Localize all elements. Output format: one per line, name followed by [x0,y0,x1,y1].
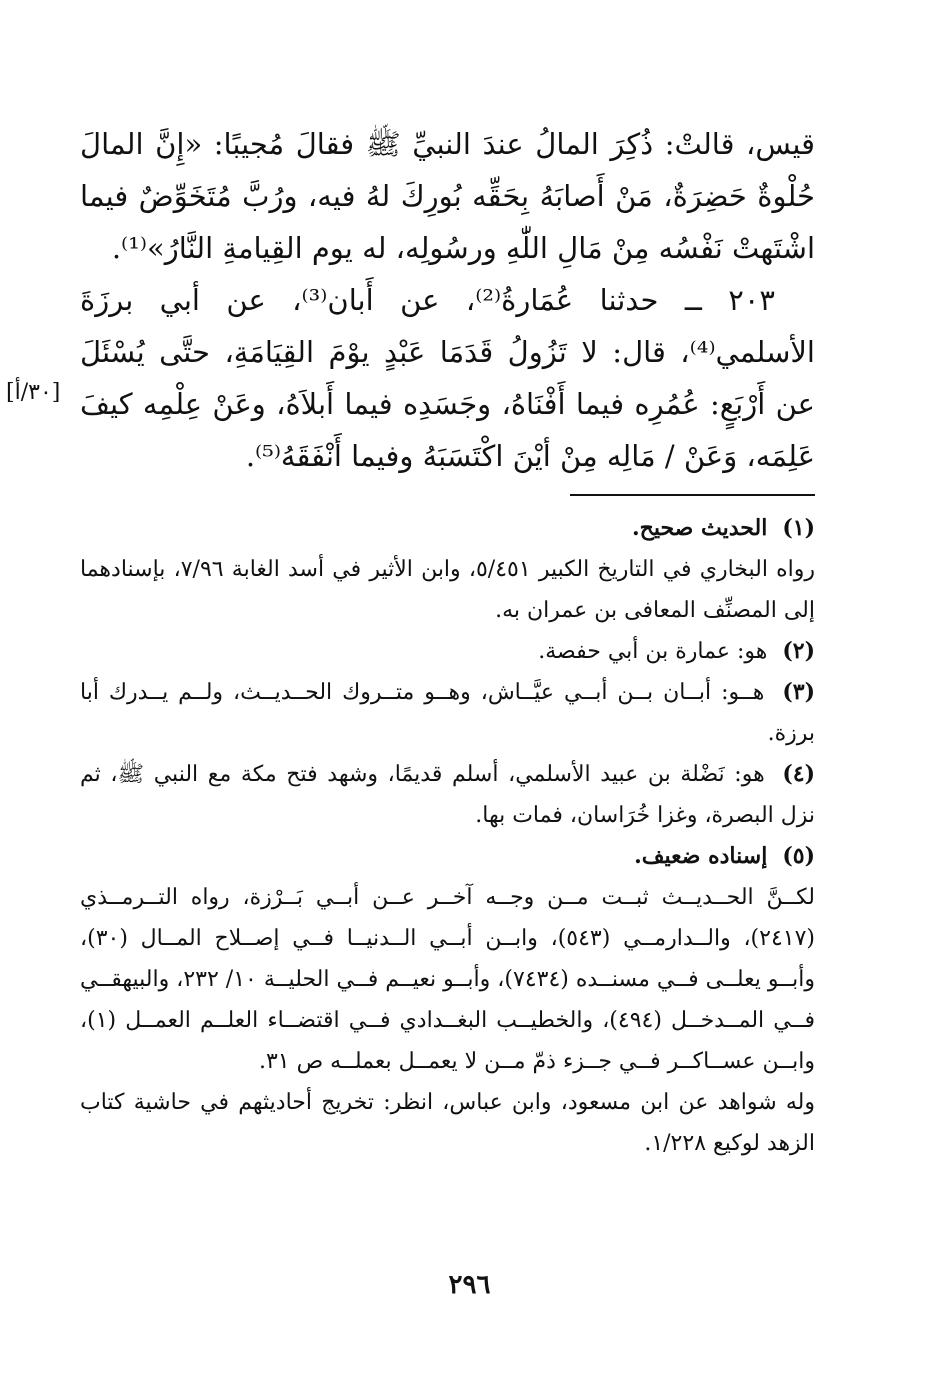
footnote-5-body-2: وله شواهد عن ابن مسعود، وابن عباس، انظر: تخريج أحاديثهم في حاشية كتاب الزهد لوكيع ١/٢٢٨. [80,1090,815,1156]
footnote-text: هو: نَضْلة بن عبيد الأسلمي، أسلم قديمًا، وشهد فتح مكة مع النبي ﷺ، ثم نزل البصرة، وغزا خُرَاسان، فمات بها. [80,762,815,828]
footnote-number: (٣) [782,679,815,705]
hadith-paragraph-continuation: قيس، قالتْ: ذُكِرَ المالُ عندَ النبيِّ ﷺ فقالَ مُجيبًا: «إِنَّ المالَ حُلْوةٌ حَضِرَةٌ، مَنْ أَصابَهُ بِحَقِّه بُورِكَ لهُ فيه، ورُبَّ مُتَخَوِّضٌ فيما اشْتَهتْ نَفْسُه مِنْ مَالِ اللّٰهِ ورسُولِه، له يوم القِيامةِ النَّارُ»⁽¹⁾. [80,127,815,265]
main-text [80,118,815,482]
footnote-separator [570,494,815,496]
page-number: ٢٩٦ [448,1270,491,1300]
footnote-3 [80,672,815,754]
footnote-number: (٥) [782,843,815,869]
footnote-number: (٢) [782,638,815,664]
footnote-text: هــو: أبــان بــن أبــي عيَّــاش، وهــو متــروك الحــديــث، ولــم يــدرك أبا برزة. [80,680,815,746]
footnote-1-body: رواه البخاري في التاريخ الكبير ٥/٤٥١، وابن الأثير في أسد الغابة ٧/٩٦، بإسنادهما إلى المصنِّف المعافى بن عمران به. [80,557,816,623]
footnote-text: هو: عمارة بن أبي حفصة. [538,639,768,664]
hadith-paragraph-203: ٢٠٣ ــ حدثنا عُمَارةُ⁽²⁾، عن أَبان⁽³⁾، عن أبي برزَةَ الأسلمي⁽⁴⁾، قال: لا تَزُولُ قَدَمَا عَبْدٍ يوْمَ القِيَامَةِ، حتَّى يُسْئَلَ عن أَرْبَعٍ: عُمُرِه فيما أَفْنَاهُ، وجَسَدِه فيما أَبلاَهُ، وعَنْ عِلْمِه كيفَ عَلِمَه، وَعَنْ / مَالِه مِنْ أيْنَ اكْتَسَبَهُ وفيما أَنْفَقَهُ⁽⁵⁾. [80,283,815,473]
footnote-number: (٤) [782,761,815,787]
footnote-5 [80,836,815,877]
footnote-heading: الحديث صحيح. [631,515,768,541]
footnotes [80,508,815,1164]
manuscript-folio-reference: [٣٠/أ] [6,380,61,405]
footnote-2 [80,631,815,672]
footnote-heading: إسناده ضعيف. [634,843,768,869]
footnote-4 [80,754,815,836]
footnote-1 [80,508,815,549]
footnote-number: (١) [782,515,815,541]
footnote-5-body: لكــنَّ الحــديــث ثبــت مــن وجــه آخــر عــن أبــي بَــرْزة، رواه التــرمــذي (٢٤١٧)، والــدارمــي (٥٤٣)، وابــن أبــي الــدنيــا فــي إصــلاح المــال (٣٠)، وأبــو يعلــى فــي مسنــده (٧٤٣٤)، وأبــو نعيــم فــي الحليــة ١٠/ ٢٣٢، والبيهقــي فــي المــدخــل (٤٩٤)، والخطيــب البغــدادي فــي اقتضــاء العلــم العمــل (١)، وابــن عســاكــر فــي جــزء ذمّ مــن لا يعمــل بعملــه ص ٣١. [80,885,816,1074]
